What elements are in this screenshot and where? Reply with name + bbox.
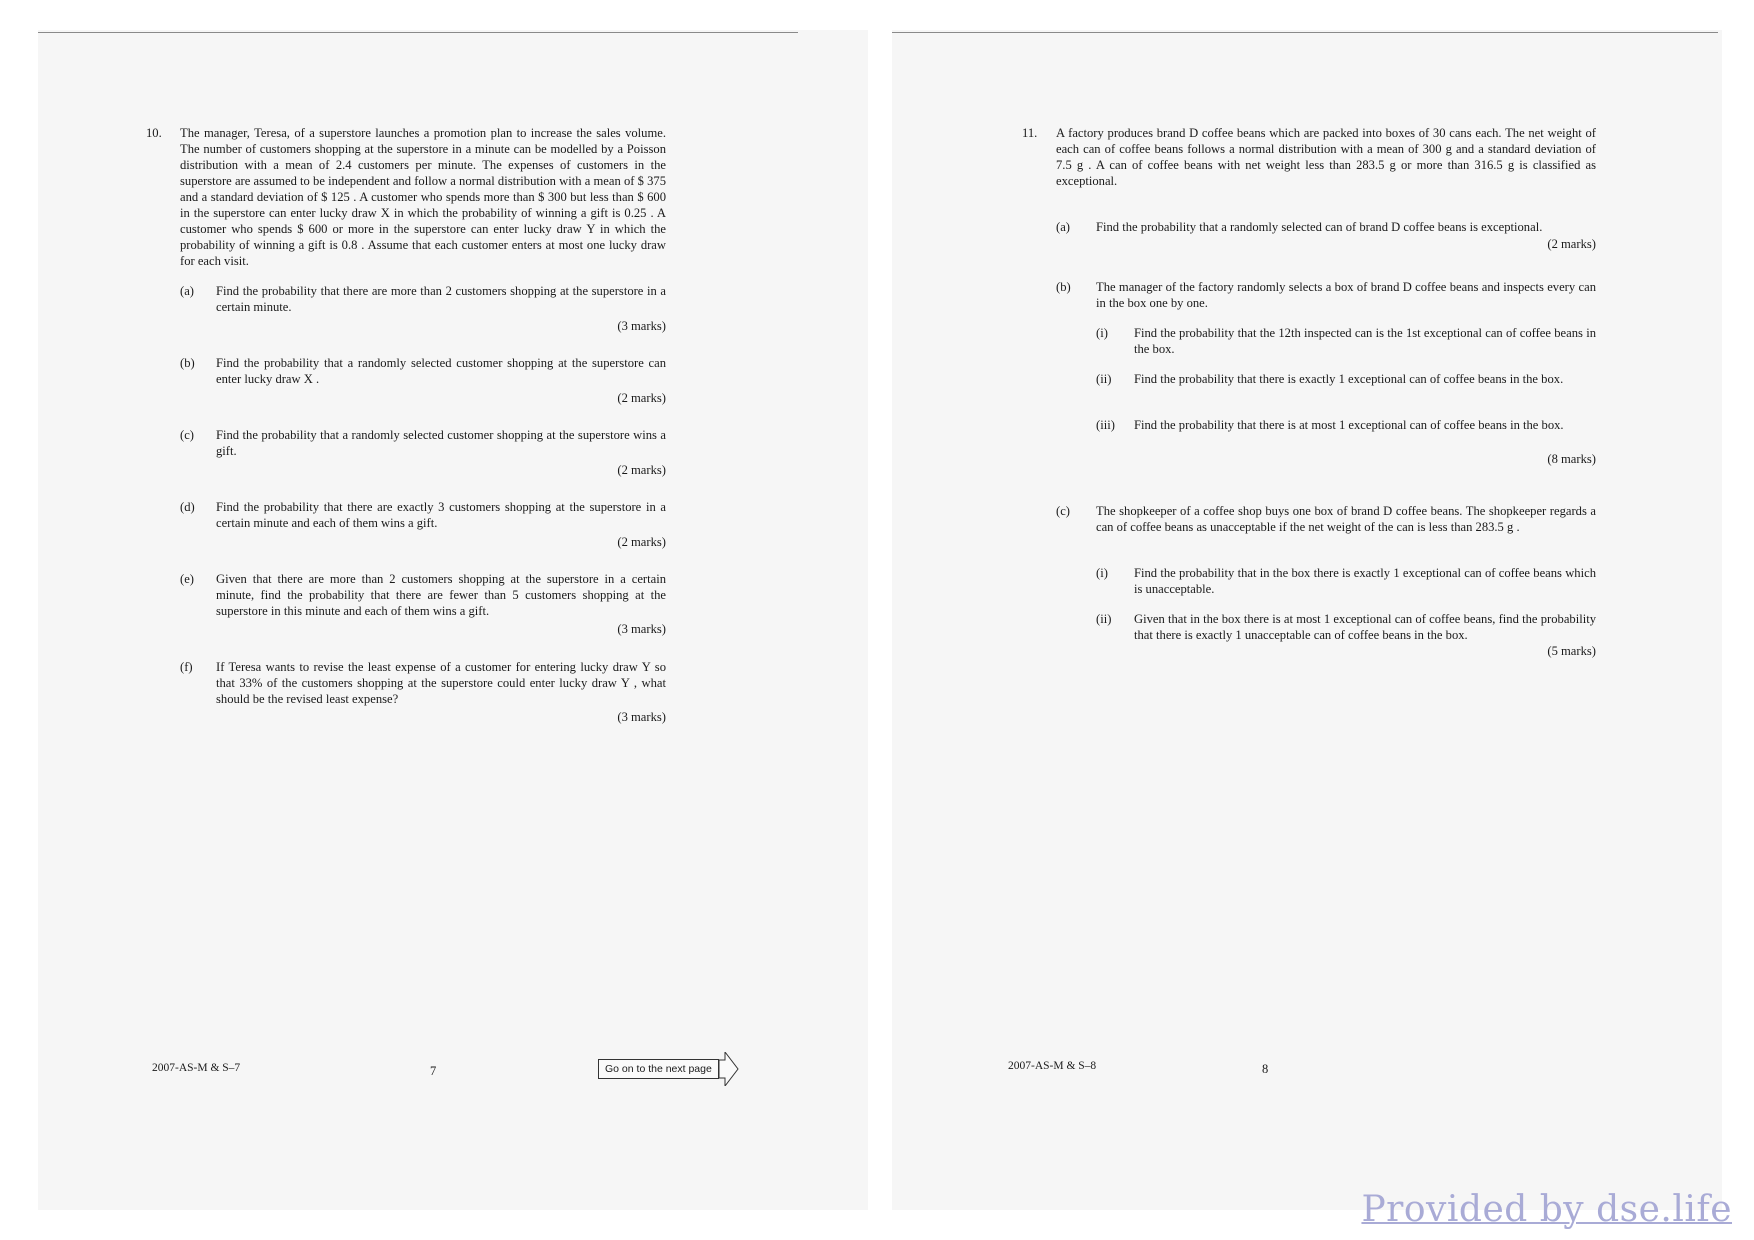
part-marks: (3 marks): [617, 710, 666, 724]
part-text: Given that there are more than 2 customers shopping at the superstore in a certain minute, find the probability that there are fewer than 5 customers shopping at the superstore in this minute and each of them wins a gift.: [216, 572, 666, 618]
part-label: (a): [1056, 220, 1070, 234]
part-marks: (5 marks): [1547, 644, 1596, 658]
next-page-label: Go on to the next page: [598, 1059, 719, 1079]
part-text: Find the probability that a randomly selected customer shopping at the superstore wins a gift.: [216, 428, 666, 458]
footer-paper-code: 2007-AS-M & S–7: [152, 1062, 241, 1074]
question-number: 10.: [146, 126, 162, 140]
subpart-label: (ii): [1096, 612, 1112, 626]
part-label: (e): [180, 572, 194, 586]
part-marks: (3 marks): [617, 319, 666, 333]
part-marks: (2 marks): [617, 391, 666, 405]
part-text: Find the probability that there are exactly 3 customers shopping at the superstore in a certain minute and each of them wins a gift.: [216, 500, 666, 530]
subpart-text: Find the probability that there is exactly 1 exceptional can of coffee beans in the box.: [1134, 372, 1564, 386]
part-label: (a): [180, 284, 194, 298]
page-number: 7: [430, 1064, 437, 1078]
part-marks: (2 marks): [1547, 237, 1596, 251]
subpart-label: (iii): [1096, 418, 1115, 432]
part-text: Find the probability that a randomly selected can of brand D coffee beans is exceptional.: [1096, 220, 1543, 234]
page-number: 8: [1262, 1062, 1269, 1076]
subpart-text: Given that in the box there is at most 1 exceptional can of coffee beans, find the probability that there is exactly 1 unacceptable can of coffee beans in the box.: [1134, 612, 1596, 642]
scan-edge-line: [38, 32, 798, 33]
exam-page-left: [38, 30, 868, 1210]
watermark-text: Provided by dse.life: [1361, 1189, 1732, 1230]
part-label: (f): [180, 660, 193, 674]
subpart-text: Find the probability that there is at most 1 exceptional can of coffee beans in the box.: [1134, 418, 1564, 432]
exam-page-right: [892, 30, 1722, 1210]
part-marks: (8 marks): [1547, 452, 1596, 466]
subpart-label: (ii): [1096, 372, 1112, 386]
part-text: Find the probability that there are more than 2 customers shopping at the superstore in a certain minute.: [216, 284, 666, 314]
arrow-right-icon: [719, 1052, 739, 1086]
part-text: If Teresa wants to revise the least expense of a customer for entering lucky draw Y so that 33% of the customers shopping at the superstore could enter lucky draw Y , what should be the revised least expense?: [216, 660, 666, 706]
subpart-label: (i): [1096, 326, 1108, 340]
part-label: (b): [180, 356, 195, 370]
part-label: (c): [180, 428, 194, 442]
footer-paper-code: 2007-AS-M & S–8: [1008, 1060, 1097, 1072]
part-marks: (2 marks): [617, 463, 666, 477]
subpart-label: (i): [1096, 566, 1108, 580]
part-label: (d): [180, 500, 195, 514]
subpart-text: Find the probability that in the box there is exactly 1 exceptional can of coffee beans which is unacceptable.: [1134, 566, 1596, 596]
part-marks: (3 marks): [617, 622, 666, 636]
part-text: The manager of the factory randomly selects a box of brand D coffee beans and inspects every can in the box one by one.: [1096, 280, 1596, 310]
question-stem: The manager, Teresa, of a superstore launches a promotion plan to increase the sales volume. The number of customers shopping at the superstore in a minute can be modelled by a Poisson distribution with a mean of 2.4 customers per minute. The expenses of customers in the superstore are assumed to be independent and follow a normal distribution with a mean of $ 375 and a standard deviation of $ 125 . A customer who spends more than $ 300 but less than $ 600 in the superstore can enter lucky draw X in which the probability of winning a gift is 0.25 . A customer who spends $ 600 or more in the superstore can enter lucky draw Y in which the probability of winning a gift is 0.8 . Assume that each customer enters at most one lucky draw for each visit.: [180, 126, 666, 268]
subpart-text: Find the probability that the 12th inspected can is the 1st exceptional can of coffee beans in the box.: [1134, 326, 1596, 356]
part-text: The shopkeeper of a coffee shop buys one box of brand D coffee beans. The shopkeeper regards a can of coffee beans as unacceptable if the net weight of the can is less than 283.5 g .: [1096, 504, 1596, 534]
question-number: 11.: [1022, 126, 1038, 140]
go-to-next-page-button[interactable]: [598, 1052, 739, 1086]
part-label: (c): [1056, 504, 1070, 518]
part-text: Find the probability that a randomly selected customer shopping at the superstore can enter lucky draw X .: [216, 356, 666, 386]
part-marks: (2 marks): [617, 535, 666, 549]
part-label: (b): [1056, 280, 1071, 294]
scan-edge-line: [892, 32, 1718, 33]
question-stem: A factory produces brand D coffee beans which are packed into boxes of 30 cans each. The net weight of each can of coffee beans follows a normal distribution with a mean of 300 g and a standard deviation of 7.5 g . A can of coffee beans with net weight less than 283.5 g or more than 316.5 g is classified as exceptional.: [1056, 126, 1596, 188]
